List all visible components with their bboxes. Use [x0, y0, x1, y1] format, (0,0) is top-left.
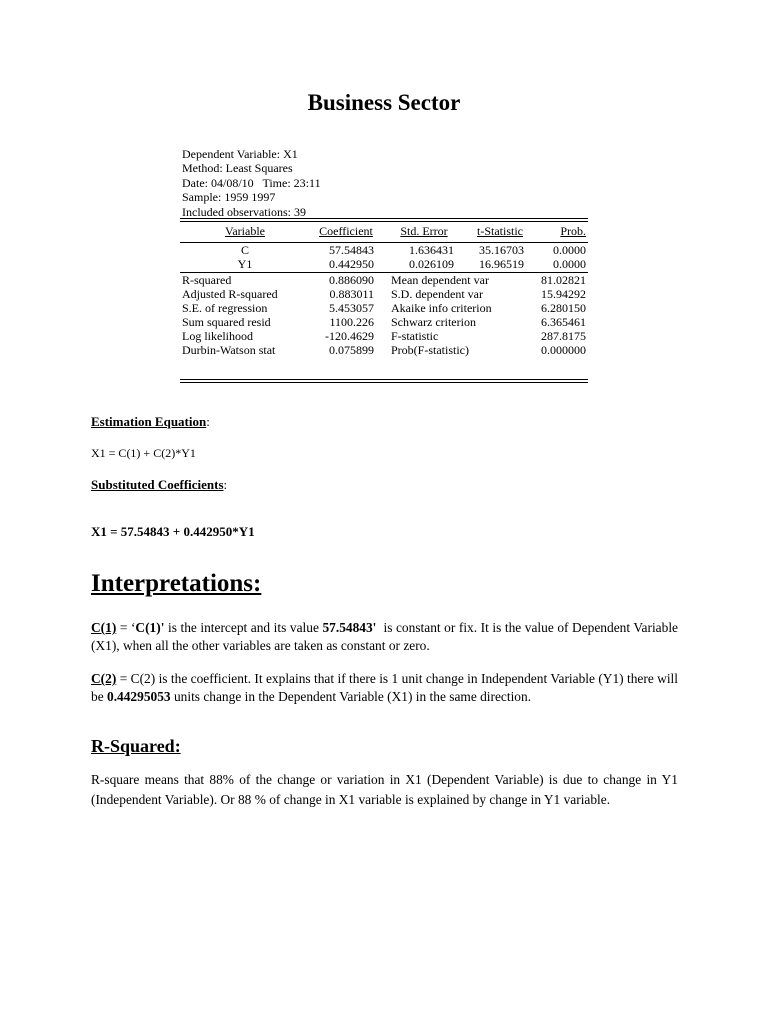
- stats-row: [180, 301, 588, 315]
- stat-value-left: 0.075899: [329, 343, 374, 357]
- stat-value-right: 6.280150: [541, 301, 586, 315]
- stat-label-left: S.E. of regression: [182, 301, 268, 315]
- interpretation-c1: C(1) = ‘C(1)' is the intercept and its value 57.54843' is constant or fix. It is the value of Dependent Variable (X1), when all the other variables are taken as constant or zero.: [91, 620, 682, 653]
- substituted-equation: X1 = 57.54843 + 0.442950*Y1: [91, 524, 255, 539]
- stat-label-right: Mean dependent var: [391, 273, 489, 287]
- stat-label-right: Prob(F-statistic): [391, 343, 469, 357]
- meta-sample: Sample: 1959 1997: [182, 190, 276, 205]
- cell-std-error: 1.636431: [409, 243, 454, 257]
- stat-value-right: 6.365461: [541, 315, 586, 329]
- stat-label-left: Sum squared resid: [182, 315, 271, 329]
- stat-label-left: Durbin-Watson stat: [182, 343, 276, 357]
- regression-table: [180, 218, 588, 383]
- regression-meta: [182, 147, 321, 219]
- header-t-statistic: t-Statistic: [477, 224, 523, 238]
- cell-t-statistic: 35.16703: [479, 243, 524, 257]
- stat-value-left: 0.886090: [329, 273, 374, 287]
- stat-value-right: 15.94292: [541, 287, 586, 301]
- stat-value-left: 1100.226: [329, 315, 374, 329]
- stat-label-left: Log likelihood: [182, 329, 253, 343]
- interpretations-heading: Interpretations:: [91, 570, 262, 597]
- stats-row: [180, 343, 588, 357]
- substituted-coefficients-label: Substituted Coefficients:: [91, 477, 228, 492]
- cell-std-error: 0.026109: [409, 257, 454, 271]
- meta-observations: Included observations: 39: [182, 204, 306, 219]
- stat-label-right: F-statistic: [391, 329, 439, 343]
- cell-variable: C: [240, 243, 249, 257]
- cell-t-statistic: 16.96519: [479, 257, 524, 271]
- table-row: [180, 257, 588, 271]
- meta-date-time: Date: 04/08/10 Time: 23:11: [182, 175, 321, 190]
- stat-label-left: R-squared: [182, 273, 232, 287]
- stat-value-left: 5.453057: [329, 301, 374, 315]
- stats-row: [180, 273, 588, 287]
- table-header-row: [180, 224, 588, 238]
- header-coefficient: Coefficient: [319, 224, 373, 238]
- stat-value-left: 0.883011: [329, 287, 374, 301]
- cell-prob: 0.0000: [553, 257, 586, 271]
- cell-prob: 0.0000: [553, 243, 586, 257]
- table-rule-top: [180, 218, 588, 222]
- stat-value-right: 0.000000: [541, 343, 586, 357]
- meta-method: Method: Least Squares: [182, 161, 293, 176]
- table-rule-bottom: [180, 379, 588, 383]
- stat-label-right: S.D. dependent var: [391, 287, 483, 301]
- meta-dependent-variable: Dependent Variable: X1: [182, 147, 298, 161]
- r-squared-heading: R-Squared:: [91, 736, 181, 756]
- r-squared-text: R-square means that 88% of the change or variation in X1 (Dependent Variable) is due to change in Y1 (Independent Variable). Or 88 % of change in X1 variable is explained by change in Y1 variable.: [91, 772, 678, 807]
- stat-label-right: Schwarz criterion: [391, 315, 476, 329]
- stats-row: [180, 315, 588, 329]
- cell-variable: Y1: [237, 257, 253, 271]
- header-prob: Prob.: [560, 224, 586, 238]
- estimation-equation-label: Estimation Equation:: [91, 414, 210, 429]
- interpretation-c2: C(2) = C(2) is the coefficient. It explains that if there is 1 unit change in Independent Variable (Y1) there will be 0.44295053 units change in the Dependent Variable (X1) in the same direction.: [91, 671, 678, 704]
- header-std-error: Std. Error: [400, 224, 448, 238]
- stat-value-left: -120.4629: [325, 329, 374, 343]
- stats-row: [180, 329, 588, 343]
- header-variable: Variable: [225, 224, 265, 238]
- stat-label-right: Akaike info criterion: [391, 301, 492, 315]
- cell-coefficient: 57.54843: [329, 243, 374, 257]
- stat-value-right: 81.02821: [541, 273, 586, 287]
- stats-row: [180, 287, 588, 301]
- stat-label-left: Adjusted R-squared: [182, 287, 278, 301]
- cell-coefficient: 0.442950: [329, 257, 374, 271]
- page-title: Business Sector: [307, 90, 461, 115]
- table-row: [180, 243, 588, 257]
- stat-value-right: 287.8175: [541, 329, 586, 343]
- estimation-equation: X1 = C(1) + C(2)*Y1: [91, 446, 196, 460]
